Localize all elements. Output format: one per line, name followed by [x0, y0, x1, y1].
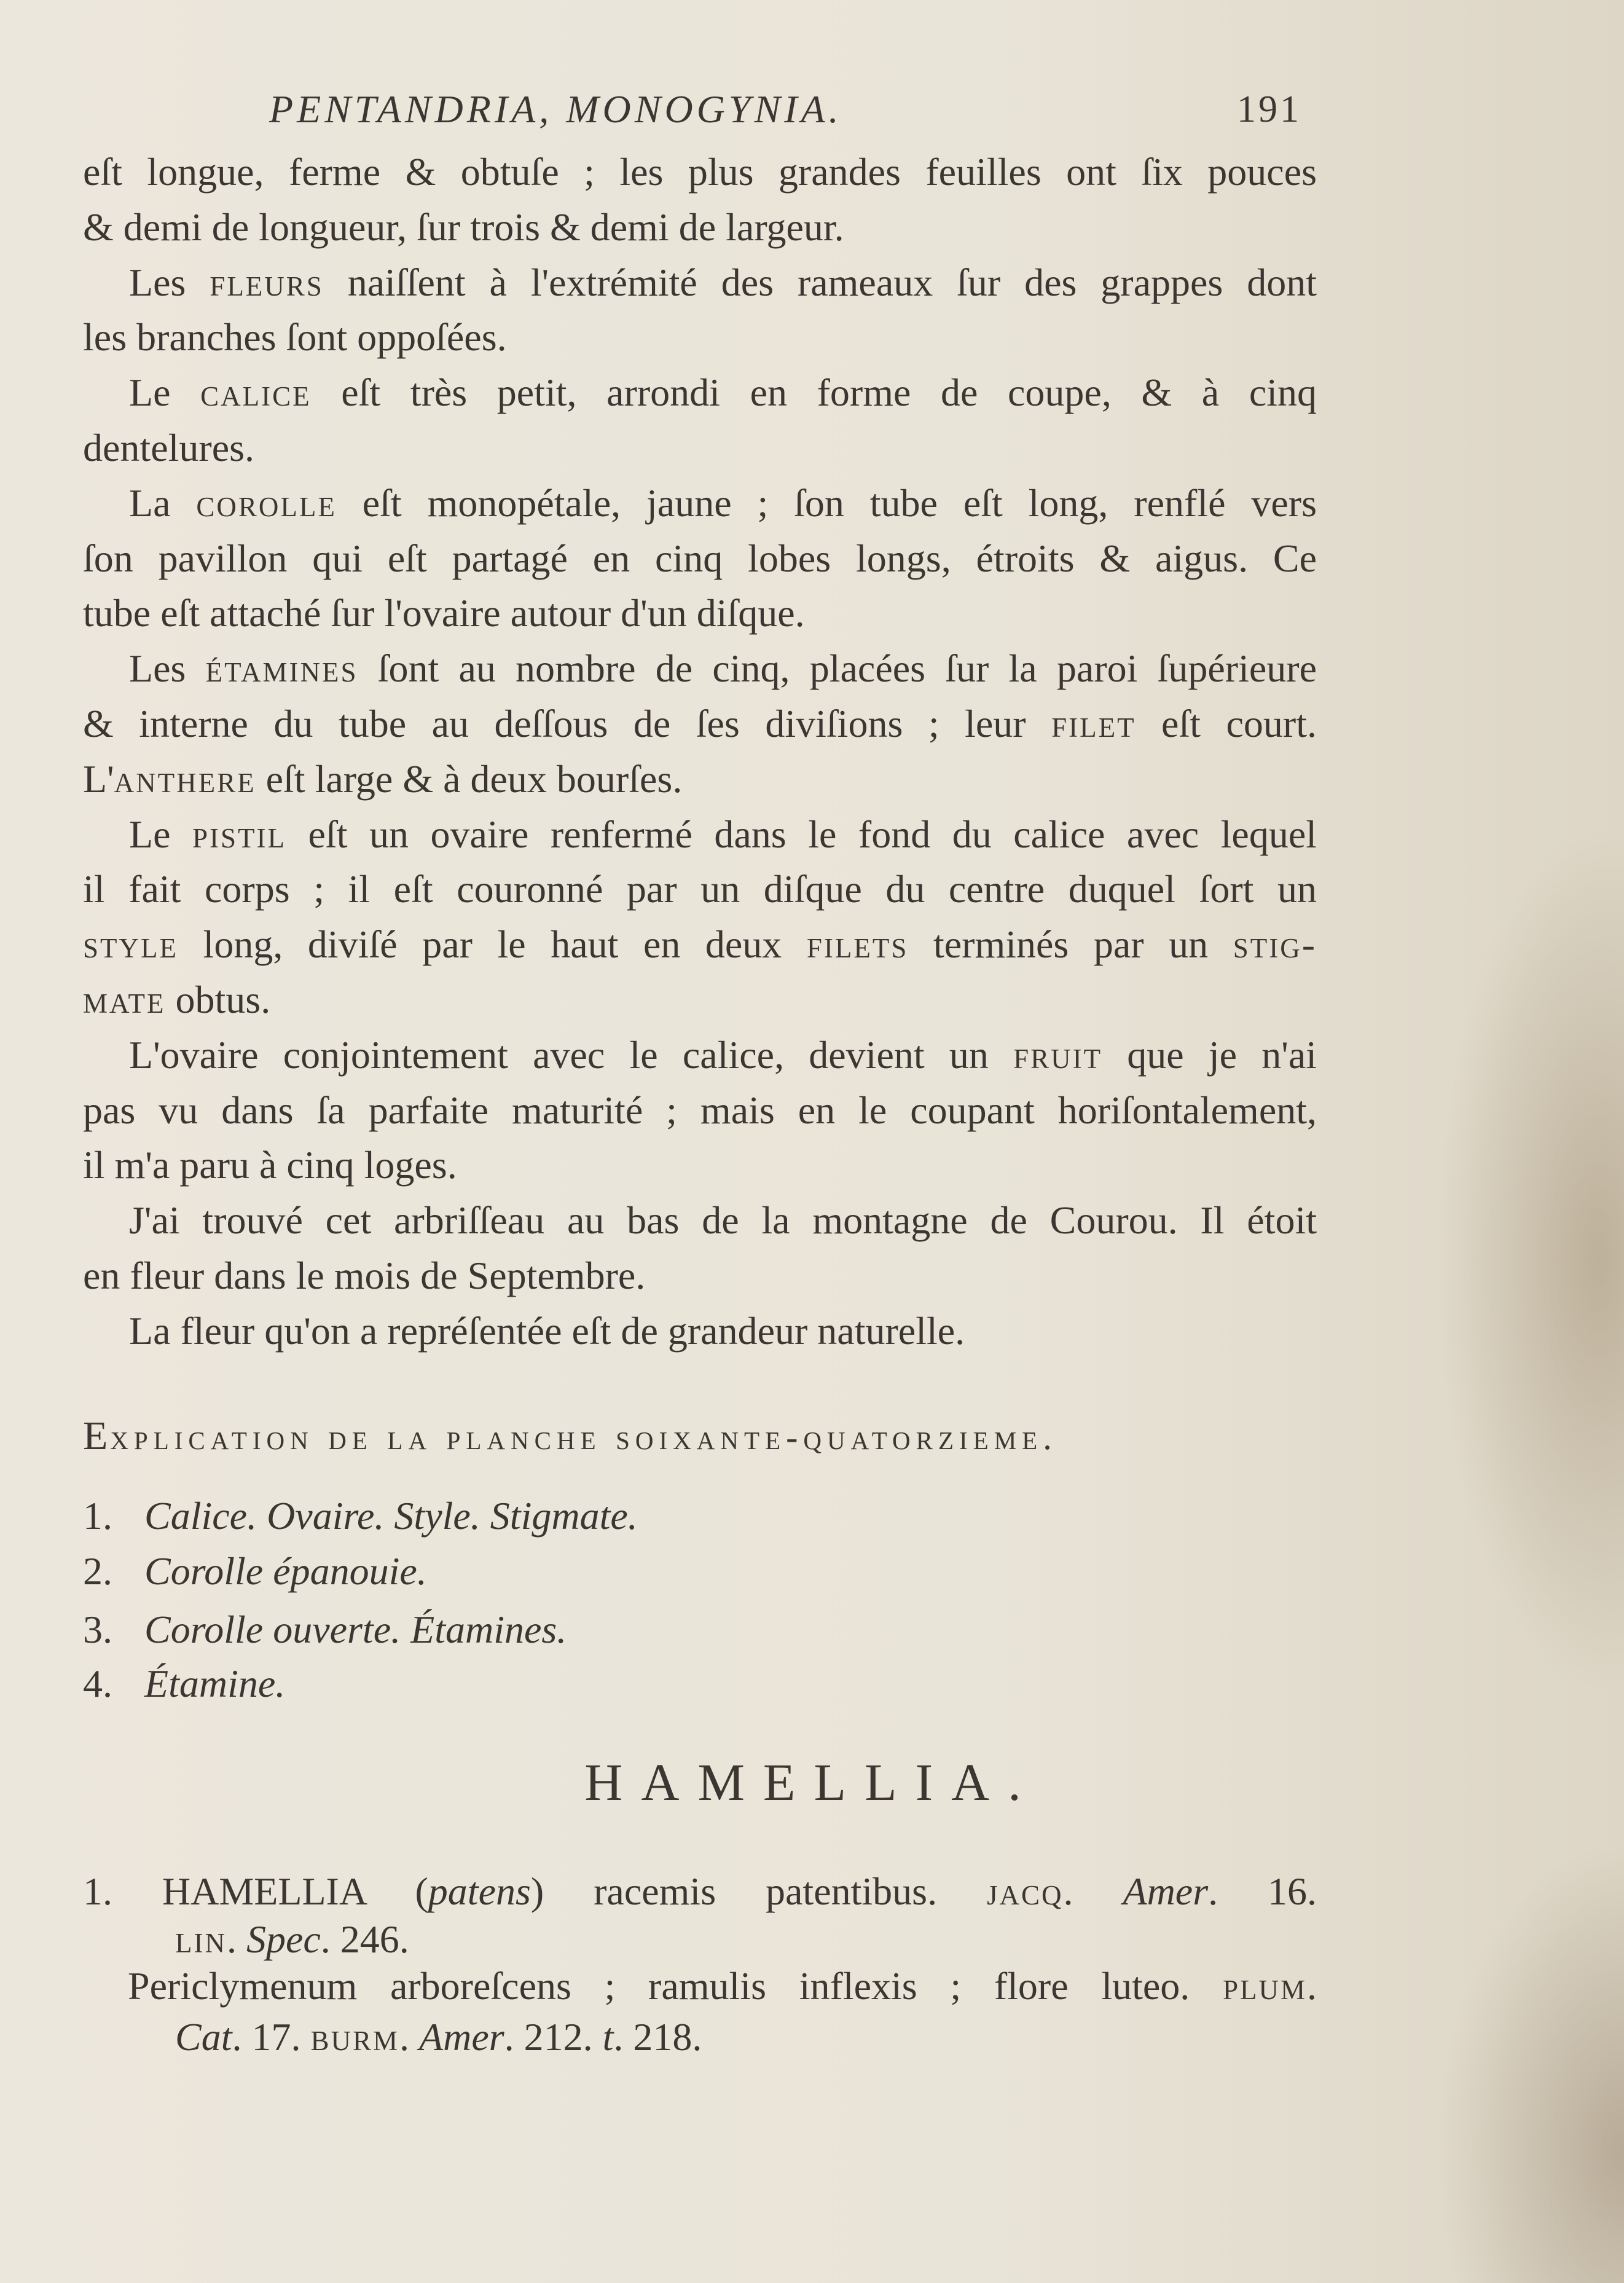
text-segment: . 212.: [504, 2015, 603, 2059]
item-number: 4.: [83, 1662, 112, 1705]
item-text: Corolle épanouie.: [144, 1549, 427, 1593]
text-line: [83, 972, 1317, 1028]
text-segment: .: [226, 1917, 246, 1961]
text-segment: eſt un ovaire renfermé dans le fond du calice avec lequel: [286, 812, 1317, 856]
text-segment: .: [1063, 1869, 1123, 1913]
item-text: Calice. Ovaire. Style. Stigmate.: [144, 1494, 638, 1538]
text-segment: eſt large & à deux bourſes.: [256, 756, 683, 801]
text-segment: il m'a paru à cinq loges.: [83, 1143, 457, 1187]
text-line: [83, 476, 1317, 531]
text-segment: naiſſent à l'extrémité des rameaux ſur des grappes dont: [323, 260, 1317, 304]
text-segment: eſt court.: [1136, 702, 1317, 745]
small-caps-term: jacq: [987, 1869, 1064, 1913]
page-number: 191: [1237, 88, 1301, 130]
text-segment: Le: [129, 371, 201, 415]
text-segment: eſt longue, ferme & obtuſe ; les plus grandes feuilles ont ſix pouces: [83, 150, 1317, 194]
text-line: [83, 531, 1317, 586]
text-segment: ſont au nombre de cinq, placées ſur la paroi ſupérieure: [358, 646, 1317, 691]
item-number: 2.: [83, 1549, 112, 1593]
small-caps-term: anthere: [114, 756, 256, 801]
small-caps-term: mate: [83, 978, 166, 1021]
text-segment: . 17.: [232, 2015, 311, 2059]
item-number: 1.: [83, 1494, 112, 1538]
heading-rest: xplication de la planche soixante-quatorzieme.: [110, 1417, 1057, 1457]
text-segment: ſon pavillon qui eſt partagé en cinq lobes longs, étroits & aigus. Ce: [83, 536, 1317, 580]
text-segment: Les: [129, 646, 206, 691]
text-line: [83, 255, 1317, 310]
text-segment: que je n'ai: [1102, 1032, 1317, 1077]
text-segment: L'ovaire conjointement avec le calice, devient un: [129, 1032, 1014, 1077]
text-segment: il fait corps ; il eſt couronné par un diſque du centre duquel ſort un: [83, 867, 1317, 911]
text-segment: Les: [129, 260, 210, 304]
text-segment: obtus.: [165, 978, 271, 1021]
text-segment: & demi de longueur, ſur trois & demi de largeur.: [83, 205, 844, 249]
text-line: [83, 2010, 1317, 2065]
small-caps-term: fruit: [1013, 1032, 1103, 1077]
text-line: [83, 1028, 1317, 1083]
text-segment: long, diviſé par le haut en deux: [178, 922, 807, 967]
text-segment: J'ai trouvé cet arbriſſeau au bas de la montagne de Courou. Il étoit: [129, 1198, 1317, 1243]
plate-explanation-heading: [83, 1409, 1317, 1465]
text-line: [83, 310, 1317, 365]
text-segment: les branches ſont oppoſées.: [83, 315, 507, 360]
text-line: [83, 586, 1317, 641]
drop-letter: E: [83, 1413, 111, 1458]
italic-text: Amer: [419, 2015, 504, 2059]
genus-heading: HAMELLIA.: [584, 1753, 1040, 1812]
text-segment: La: [129, 481, 197, 525]
text-segment: .: [399, 2015, 420, 2059]
italic-text: t: [602, 2015, 614, 2059]
italic-text: Spec: [246, 1917, 321, 1961]
small-caps-term: plum: [1222, 1964, 1307, 2008]
text-line: [83, 365, 1317, 420]
plate-item: [83, 1488, 638, 1544]
text-segment: terminés par un: [908, 922, 1233, 967]
text-line: [83, 1864, 1317, 1919]
item-text: Étamine.: [144, 1662, 286, 1705]
text-line: [83, 752, 1317, 807]
small-caps-term: filet: [1051, 702, 1136, 745]
italic-text: Amer: [1123, 1869, 1209, 1913]
text-segment: L': [83, 756, 114, 801]
plate-item: [83, 1656, 285, 1711]
text-line: [83, 1138, 1317, 1193]
small-caps-term: style: [83, 922, 178, 967]
text-segment: . 246.: [320, 1917, 409, 1961]
plate-item: [83, 1544, 427, 1599]
text-line: [83, 696, 1317, 752]
small-caps-term: filets: [806, 922, 909, 967]
text-segment: eſt très petit, arrondi en forme de coupe, & à cinq: [311, 371, 1317, 415]
text-line: [83, 917, 1317, 972]
small-caps-term: calice: [200, 371, 312, 415]
text-segment: 1. HAMELLIA (: [83, 1869, 428, 1913]
text-line: [83, 641, 1317, 696]
italic-text: Cat: [175, 2015, 232, 2059]
text-line: [83, 420, 1317, 476]
small-caps-term: pistil: [192, 812, 287, 856]
small-caps-term: étamines: [205, 646, 358, 691]
running-head-title: PENTANDRIA, MONOGYNIA.: [269, 87, 842, 131]
small-caps-term: lin: [175, 1917, 227, 1961]
text-line: [83, 807, 1317, 862]
text-line: [83, 1083, 1317, 1138]
text-line: [83, 1193, 1317, 1248]
text-line: [83, 1303, 1317, 1359]
plate-item: [83, 1602, 567, 1657]
text-segment: & interne du tube au deſſous de ſes diviſions ; leur: [83, 702, 1052, 745]
text-segment: tube eſt attaché ſur l'ovaire autour d'un diſque.: [83, 591, 805, 635]
small-caps-term: corolle: [196, 481, 337, 525]
text-line: [83, 1959, 1317, 2014]
text-segment: Le: [129, 812, 193, 856]
text-segment: pas vu dans ſa parfaite maturité ; mais en le coupant horiſontalement,: [83, 1088, 1317, 1132]
text-line: [83, 144, 1317, 200]
text-segment: .: [1307, 1964, 1317, 2008]
text-line: [83, 1248, 1317, 1303]
text-segment: La fleur qu'on a repréſentée eſt de grandeur naturelle.: [129, 1308, 965, 1353]
small-caps-term: fleurs: [210, 260, 324, 304]
small-caps-term: stig-: [1233, 922, 1317, 967]
text-segment: . 16.: [1208, 1869, 1317, 1913]
small-caps-term: burm: [310, 2015, 400, 2059]
text-segment: . 218.: [613, 2015, 702, 2059]
text-segment: dentelures.: [83, 426, 254, 470]
text-segment: Periclymenum arboreſcens ; ramulis inflexis ; flore luteo.: [128, 1964, 1223, 2008]
item-number: 3.: [83, 1608, 112, 1651]
text-segment: en fleur dans le mois de Septembre.: [83, 1254, 646, 1297]
text-line: [83, 862, 1317, 917]
text-segment: ) racemis patentibus.: [530, 1869, 987, 1913]
item-text: Corolle ouverte. Étamines.: [144, 1608, 567, 1651]
text-line: [83, 200, 1317, 255]
italic-text: patens: [428, 1869, 531, 1913]
text-segment: eſt monopétale, jaune ; ſon tube eſt long, renflé vers: [336, 481, 1317, 525]
